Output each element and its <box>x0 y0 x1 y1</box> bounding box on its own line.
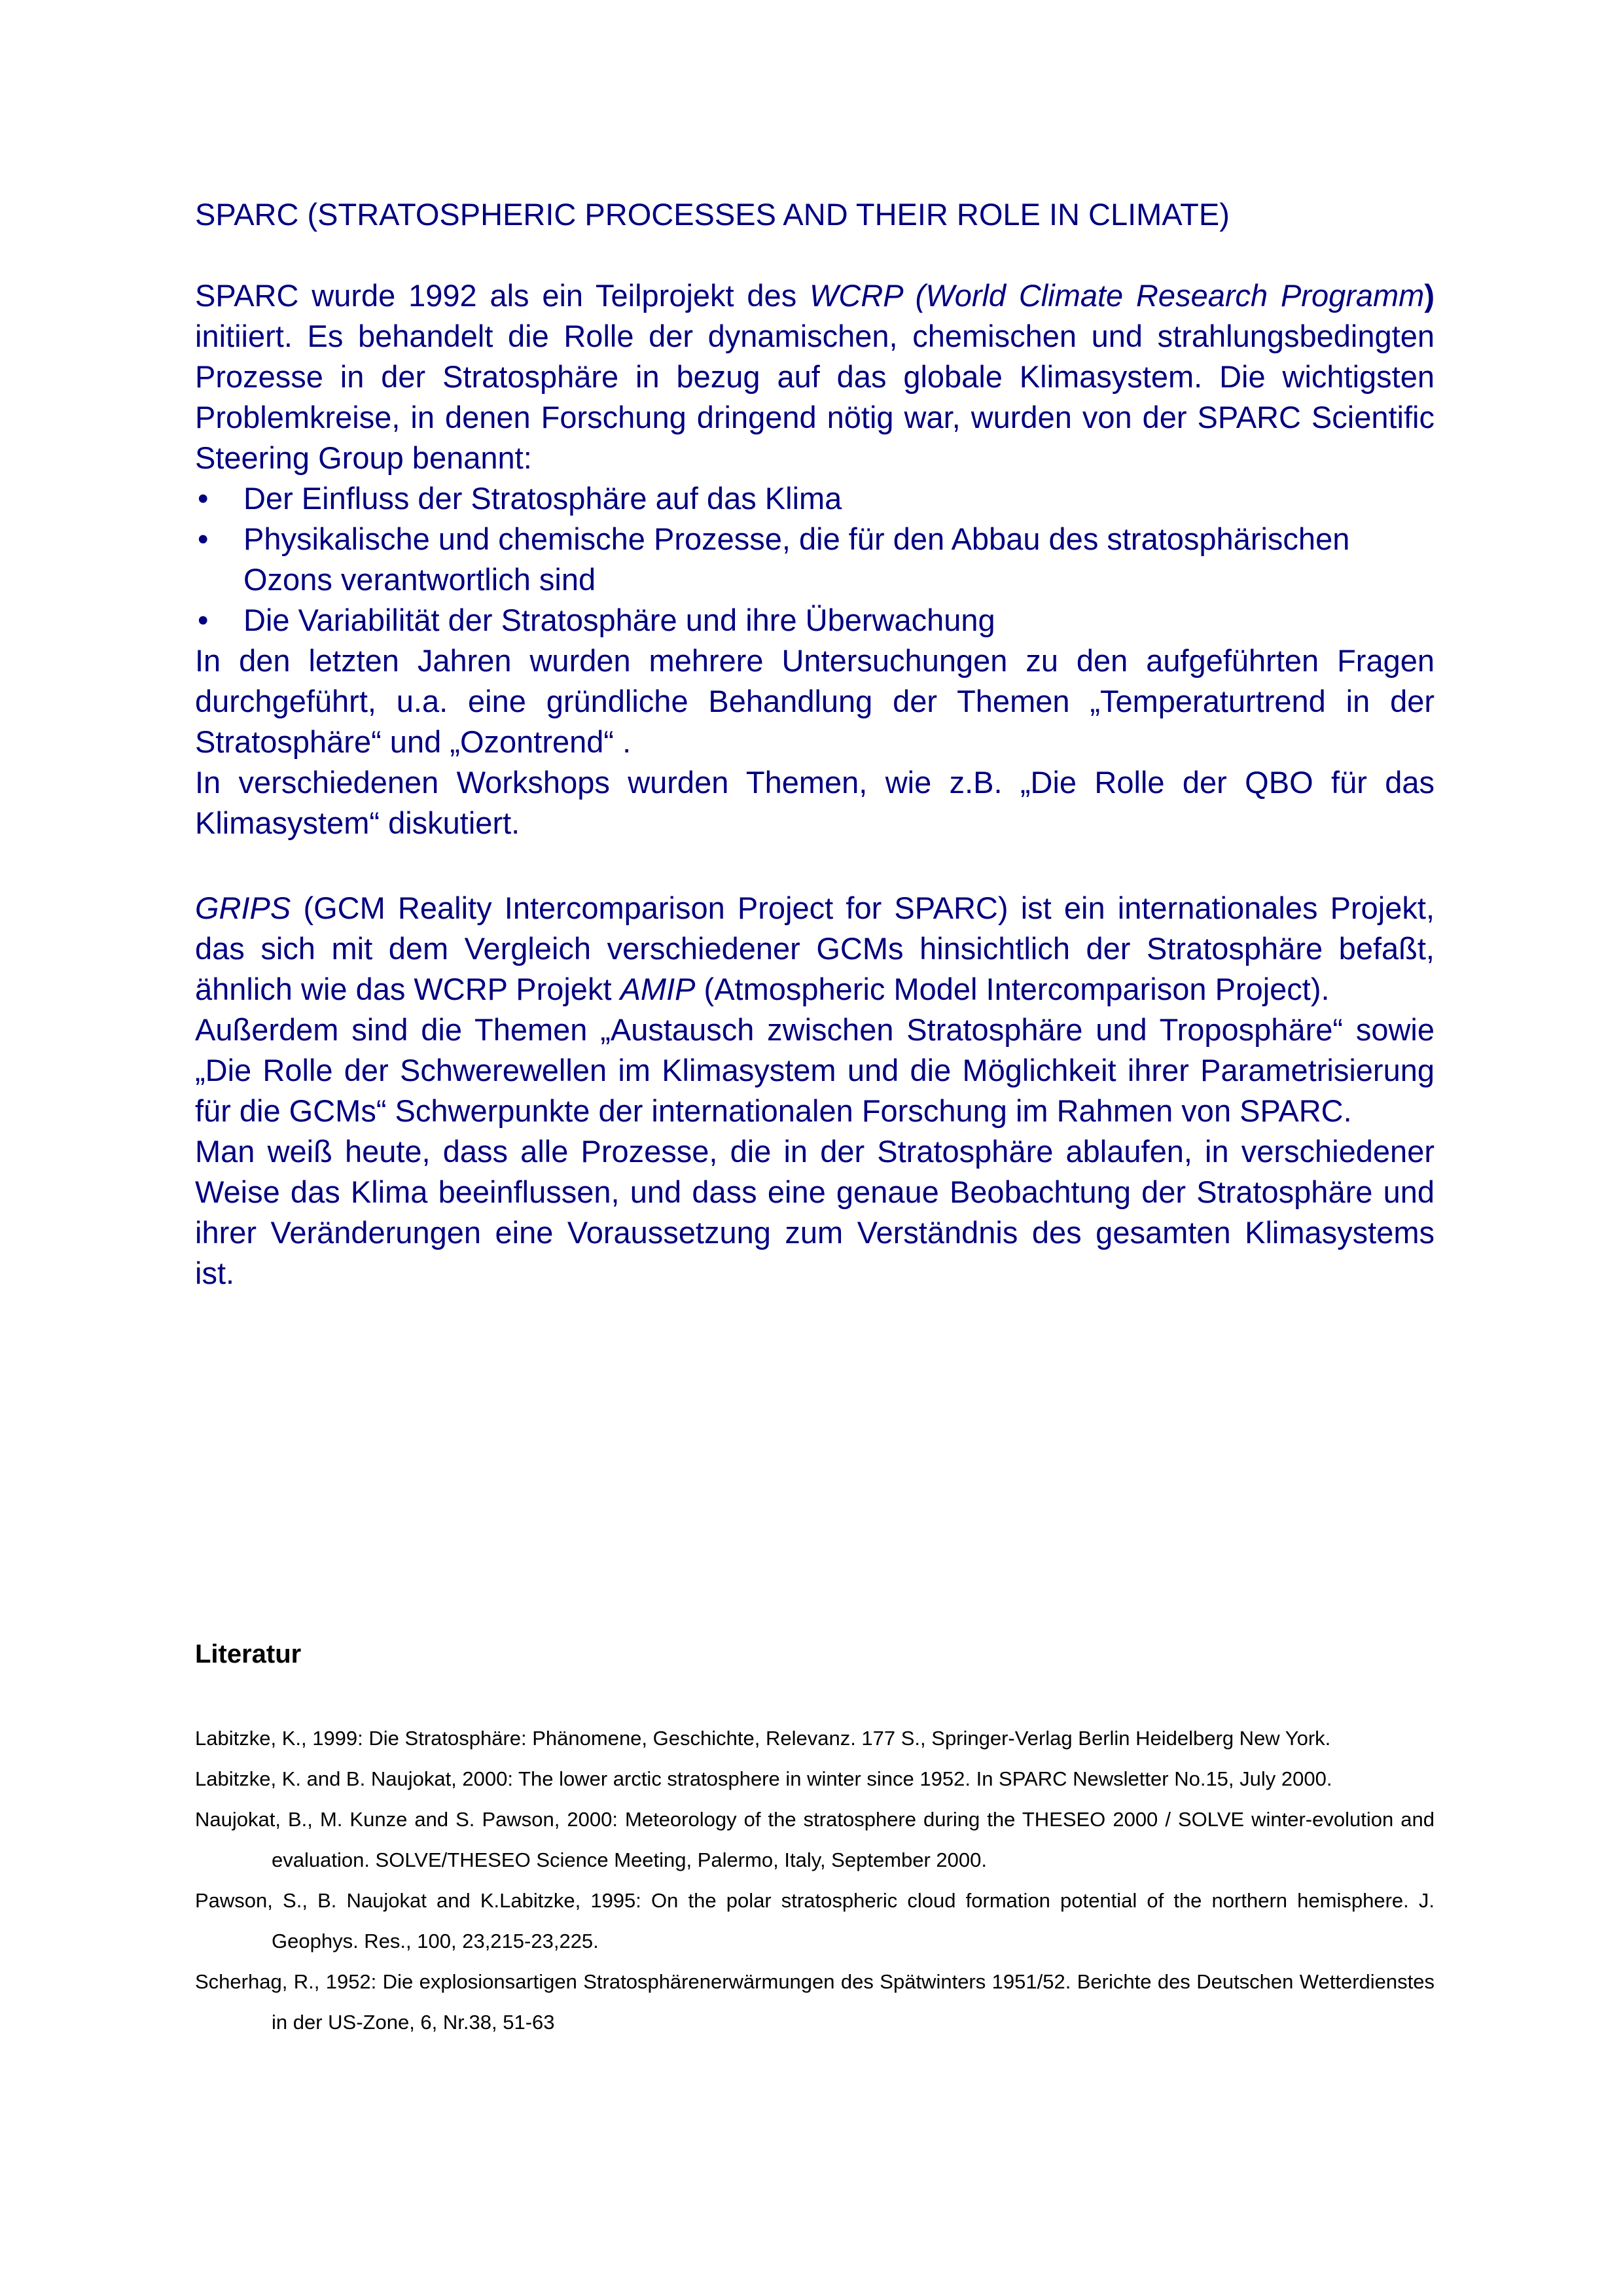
list-item-text: Die Variabilität der Stratosphäre und ihre Überwachung <box>243 603 995 637</box>
reference-item: Pawson, S., B. Naujokat and K.Labitzke, 1995: On the polar stratospheric cloud formation potential of the northern hemisphere. J. Geophys. Res., 100, 23,215-23,225. <box>195 1889 1435 1952</box>
intro-paragraph <box>195 275 1435 478</box>
workshops-paragraph: In verschiedenen Workshops wurden Themen, wie z.B. „Die Rolle der QBO für das Klimasystem“ diskutiert. <box>195 765 1435 840</box>
reference-item: Labitzke, K., 1999: Die Stratosphäre: Phänomene, Geschichte, Relevanz. 177 S., Springer-Verlag Berlin Heidelberg New York. <box>195 1727 1331 1750</box>
research-paragraph: In den letzten Jahren wurden mehrere Untersuchungen zu den aufgeführten Fragen durchgeführt, u.a. eine gründliche Behandlung der Themen „Temperaturtrend in der Stratosphäre“ und „Ozontrend“ . <box>195 643 1435 759</box>
list-item-text: Physikalische und chemische Prozesse, die für den Abbau des stratosphärischen Ozons verantwortlich sind <box>243 521 1350 597</box>
reference-item: Labitzke, K. and B. Naujokat, 2000: The lower arctic stratosphere in winter since 1952. In SPARC Newsletter No.15, July 2000. <box>195 1767 1332 1790</box>
intro-section <box>195 275 1435 843</box>
grips-term: GRIPS <box>195 891 291 925</box>
document-title: SPARC (STRATOSPHERIC PROCESSES AND THEIR ROLE IN CLIMATE) <box>195 197 1230 232</box>
grips-text-2: (Atmospheric Model Intercomparison Project). <box>695 972 1330 1006</box>
exchange-paragraph: Außerdem sind die Themen „Austausch zwischen Stratosphäre und Troposphäre“ sowie „Die Rolle der Schwerewellen im Klimasystem und die Möglichkeit ihrer Parametrisierung für die GCMs“ Schwerpunkte der internationalen Forschung im Rahmen von SPARC. <box>195 1012 1435 1128</box>
bullet-icon: • <box>198 521 209 556</box>
list-item-text: Der Einfluss der Stratosphäre auf das Klima <box>243 481 842 516</box>
bullet-icon: • <box>198 481 209 516</box>
list-item <box>195 478 1435 519</box>
literature-heading: Literatur <box>195 1640 302 1669</box>
grips-text-1: (GCM Reality Intercomparison Project for SPARC) ist ein internationales Projekt, das sich mit dem Vergleich verschiedener GCMs hinsichtlich der Stratosphäre befaßt, ähnlich wie das WCRP Projekt <box>195 891 1435 1006</box>
intro-text-2: initiiert. Es behandelt die Rolle der dynamischen, chemischen und strahlungsbedingten Prozesse in der Stratosphäre in bezug auf das globale Klimasystem. Die wichtigsten Problemkreise, in denen Forschung dringend nötig war, wurden von der SPARC Scientific Steering Group benannt: <box>195 319 1435 475</box>
problem-list <box>195 478 1435 641</box>
amip-term: AMIP <box>620 972 696 1006</box>
bullet-icon: • <box>198 603 209 637</box>
intro-text-1: SPARC wurde 1992 als ein Teilprojekt des <box>195 278 810 313</box>
list-item <box>195 600 1435 641</box>
reference-item: Naujokat, B., M. Kunze and S. Pawson, 2000: Meteorology of the stratosphere during the THESEO 2000 / SOLVE winter-evolution and evaluation. SOLVE/THESEO Science Meeting, Palermo, Italy, September 2000. <box>195 1808 1435 1871</box>
wcrp-term: WCRP (World Climate Research Programm <box>810 278 1425 313</box>
reference-list <box>195 1718 1435 2043</box>
list-item <box>195 519 1435 600</box>
wcrp-close-paren: ) <box>1424 278 1435 313</box>
grips-paragraph <box>195 888 1435 1010</box>
grips-section <box>195 888 1435 1294</box>
reference-item: Scherhag, R., 1952: Die explosionsartigen Stratosphärenerwärmungen des Spätwinters 1951/52. Berichte des Deutschen Wetterdienstes in der US-Zone, 6, Nr.38, 51-63 <box>195 1970 1435 2034</box>
conclusion-paragraph: Man weiß heute, dass alle Prozesse, die in der Stratosphäre ablaufen, in verschiedener Weise das Klima beeinflussen, und dass eine genaue Beobachtung der Stratosphäre und ihrer Veränderungen eine Voraussetzung zum Verständnis des gesamten Klimasystems ist. <box>195 1134 1435 1290</box>
